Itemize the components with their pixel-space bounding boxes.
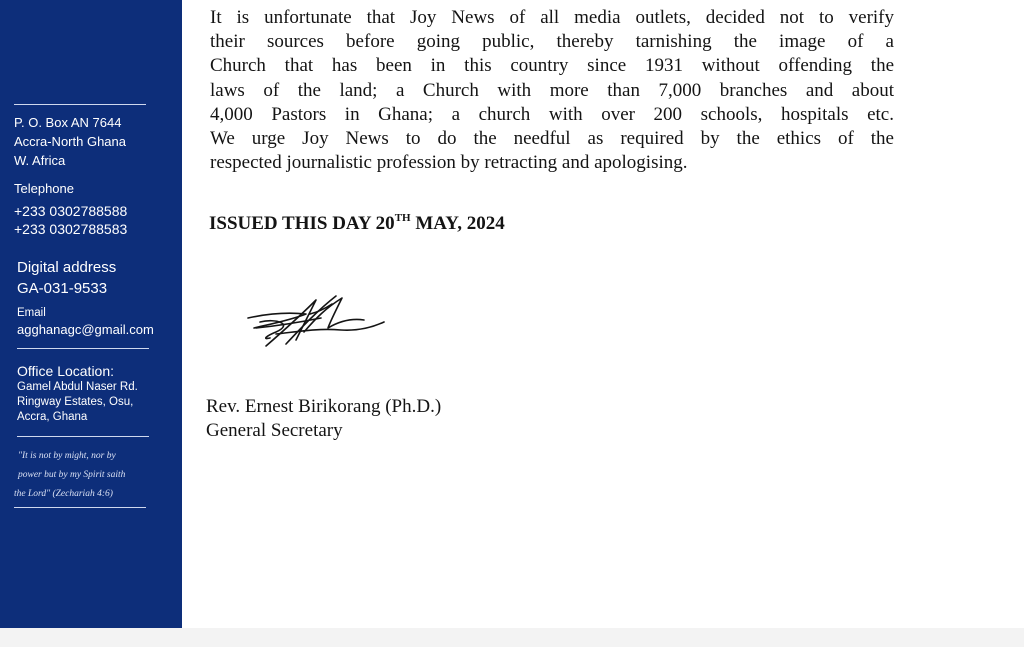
issue-date-suffix: MAY, 2024 (410, 213, 505, 234)
closing-paragraph (210, 6, 894, 175)
phone-number: +233 0302788583 (14, 221, 128, 237)
signer-name: Rev. Ernest Birikorang (Ph.D.) (206, 396, 442, 417)
sidebar-divider (17, 348, 149, 349)
office-location-label: Office Location: (17, 363, 115, 379)
letterhead-sidebar (0, 0, 182, 628)
scripture-quote-line: the Lord" (Zechariah 4:6) (14, 489, 113, 499)
digital-address-label: Digital address (17, 259, 117, 276)
scripture-quote-line: "It is not by might, nor by (18, 451, 116, 461)
sidebar-divider (14, 104, 146, 105)
sidebar-divider (14, 507, 146, 508)
signature-mark (246, 288, 386, 358)
phone-number: +233 0302788588 (14, 203, 128, 219)
issue-date-ordinal: TH (394, 212, 411, 224)
office-address-line: Gamel Abdul Naser Rd. (17, 381, 138, 393)
digital-address: GA-031-9533 (17, 280, 108, 297)
address-line: W. Africa (14, 153, 66, 168)
address-line: P. O. Box AN 7644 (14, 115, 122, 130)
paragraph-line: Church that has been in this country since 1931 without offending the (210, 55, 894, 77)
page-bottom-edge (0, 628, 1024, 647)
sidebar-divider (17, 436, 149, 437)
signer-title: General Secretary (206, 420, 343, 441)
paragraph-line: respected journalistic profession by retracting and apologising. (210, 152, 688, 174)
issue-date-prefix: ISSUED THIS DAY 20 (209, 213, 395, 234)
email-address: agghanagc@gmail.com (17, 322, 154, 337)
address-line: Accra-North Ghana (14, 134, 126, 149)
scripture-quote-line: power but by my Spirit saith (18, 470, 126, 480)
issue-date (209, 212, 505, 235)
office-address-line: Accra, Ghana (17, 411, 88, 423)
paragraph-line: It is unfortunate that Joy News of all media outlets, decided not to verify (210, 7, 894, 28)
paragraph-line: 4,000 Pastors in Ghana; a church with over 200 schools, hospitals etc. (210, 103, 894, 125)
telephone-label: Telephone (14, 181, 74, 196)
paragraph-line: laws of the land; a Church with more than 7,000 branches and about (210, 79, 894, 101)
email-label: Email (17, 307, 46, 319)
paragraph-line: We urge Joy News to do the needful as required by the ethics of the (210, 128, 894, 150)
paragraph-line: their sources before going public, thereby tarnishing the image of a (210, 31, 894, 53)
office-address-line: Ringway Estates, Osu, (17, 396, 134, 408)
